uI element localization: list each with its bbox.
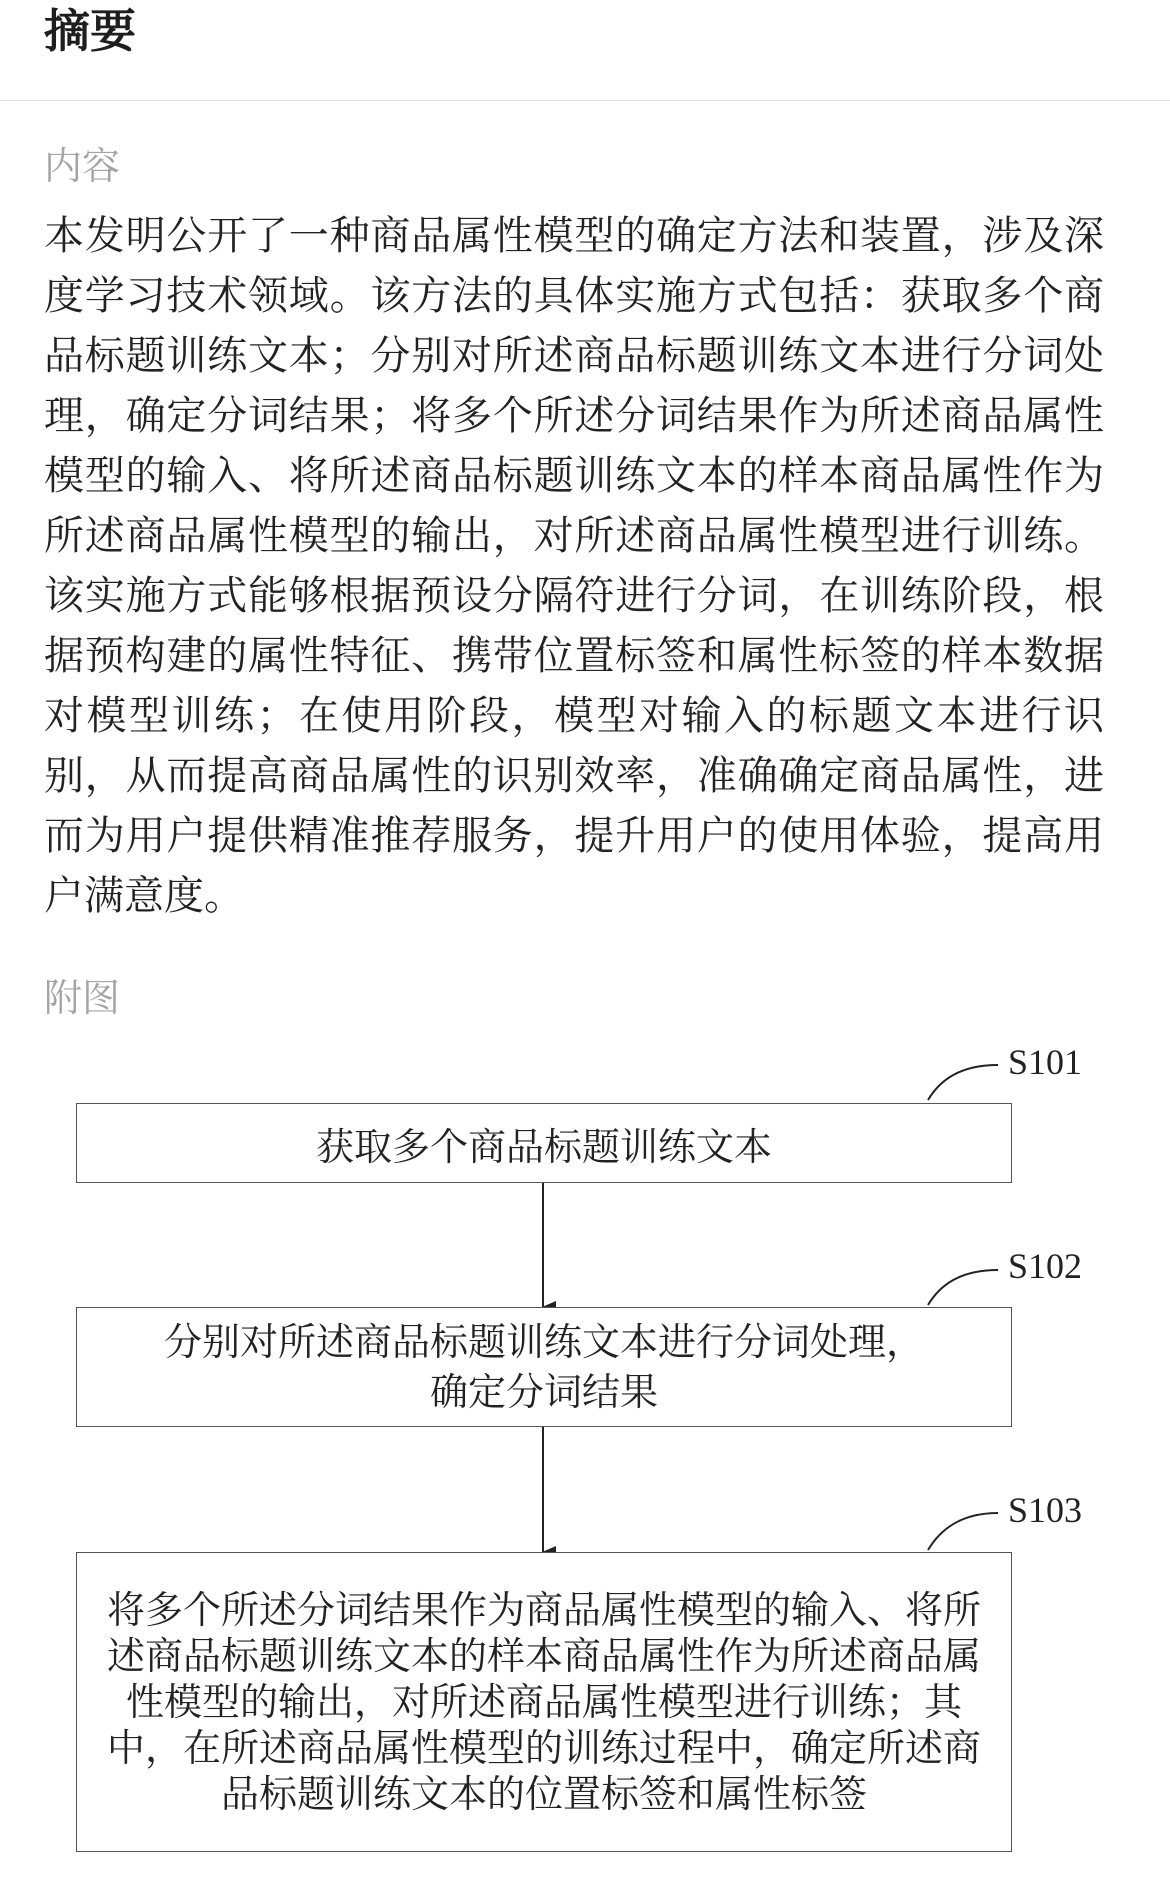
page-title: 摘要 <box>44 4 136 58</box>
step-id-s103: S103 <box>1008 1490 1083 1530</box>
step-text-s103: 将多个所述分词结果作为商品属性模型的输入、将所述商品标题训练文本的样本商品属性作为所述商品属性模型的输出，对所述商品属性模型进行训练；其中，在所述商品属性模型的训练过程中，确定所述商品标题训练文本的位置标签和属性标签 <box>106 1588 981 1816</box>
s103-leader-line <box>928 1513 998 1550</box>
step-box-s103 <box>76 1552 1012 1852</box>
figure-section-label: 附图 <box>44 976 121 1020</box>
step-id-s101: S101 <box>1008 1042 1083 1082</box>
step-text-s102: 分别对所述商品标题训练文本进行分词处理，确定分词结果 <box>163 1320 924 1414</box>
content-section-label: 内容 <box>44 144 121 188</box>
s102-leader-line <box>928 1270 998 1305</box>
page-header <box>0 0 1170 101</box>
abstract-text: 本发明公开了一种商品属性模型的确定方法和装置，涉及深度学习技术领域。该方法的具体实施方式包括：获取多个商品标题训练文本；分别对所述商品标题训练文本进行分词处理，确定分词结果；将多个所述分词结果作为所述商品属性模型的输入、将所述商品标题训练文本的样本商品属性作为所述商品属性模型的输出，对所述商品属性模型进行训练。该实施方式能够根据预设分隔符进行分词，在训练阶段，根据预构建的属性特征、携带位置标签和属性标签的样本数据对模型训练；在使用阶段，模型对输入的标题文本进行识别，从而提高商品属性的识别效率，准确确定商品属性，进而为用户提供精准推荐服务，提升用户的使用体验，提高用户满意度。 <box>44 213 1104 919</box>
step-text-s101: 获取多个商品标题训练文本 <box>315 1124 772 1169</box>
step-box-s101 <box>76 1103 1012 1183</box>
flowchart-figure <box>0 1040 1170 1900</box>
step-id-s102: S102 <box>1008 1246 1083 1286</box>
step-box-s102 <box>76 1307 1012 1427</box>
s101-leader-line <box>928 1065 998 1100</box>
